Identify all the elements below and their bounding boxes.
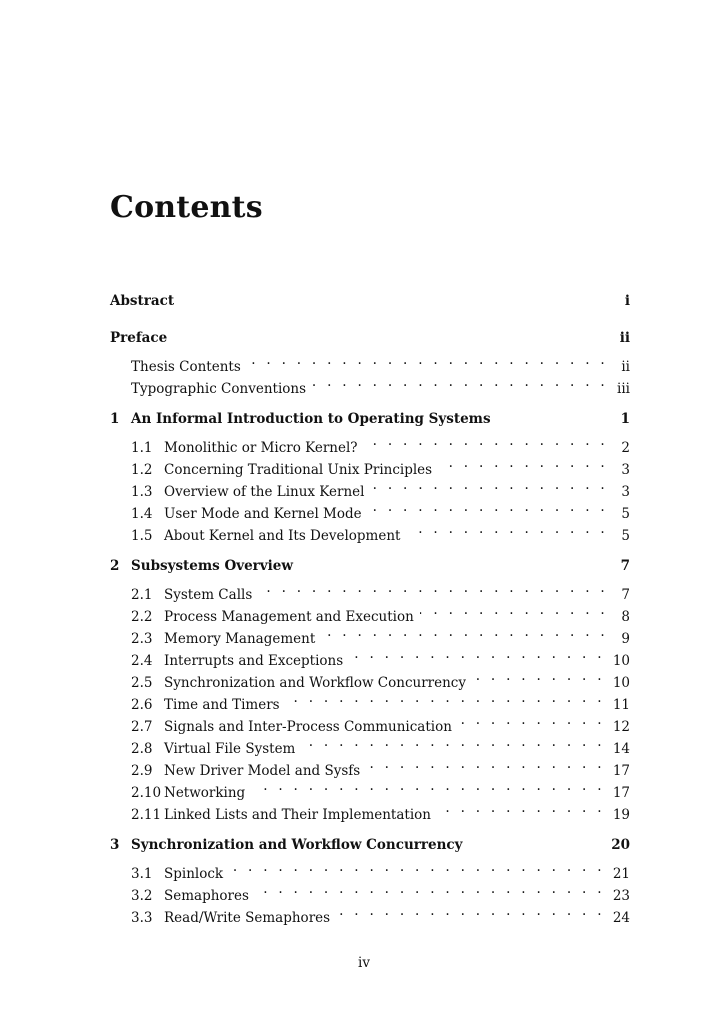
toc-entry-number: 2.6: [131, 697, 153, 713]
toc-entry-number: 2.2: [131, 609, 153, 625]
toc-entry-title: Spinlock: [164, 866, 224, 882]
dot-leader: [336, 900, 605, 922]
toc-entry-page: 17: [612, 763, 630, 779]
toc-entry-number: 3.2: [131, 888, 153, 904]
toc-section-entry[interactable]: [110, 753, 630, 779]
toc-entry-page: 1: [620, 411, 630, 427]
toc-entry-page: 5: [621, 506, 630, 522]
toc-entry-page: 7: [620, 558, 630, 574]
toc-entry-title: Overview of the Linux Kernel: [164, 484, 365, 500]
toc-section-entry[interactable]: [110, 900, 630, 926]
toc-entry-page: 11: [612, 697, 630, 713]
toc-section-entry[interactable]: [110, 643, 630, 669]
toc-entry-page: 10: [612, 653, 630, 669]
toc-chapter-entry[interactable]: [110, 555, 630, 577]
toc-entry-number: 2.3: [131, 631, 153, 647]
dot-leader: [368, 496, 608, 518]
toc-section-entry[interactable]: [110, 452, 630, 478]
toc-section-entry[interactable]: [110, 687, 630, 713]
toc-entry-number: 2.8: [131, 741, 153, 757]
page-title: Contents: [110, 190, 263, 225]
toc-section-entry[interactable]: [110, 430, 630, 456]
toc-entry-title: Signals and Inter-Process Communication: [164, 719, 452, 735]
toc-entry-number: 1.3: [131, 484, 153, 500]
toc-entry-page: 2: [621, 440, 630, 456]
dot-leader: [312, 371, 608, 393]
toc-entry-page: 7: [621, 587, 630, 603]
toc-section-entry[interactable]: [110, 599, 630, 625]
toc-entry-title: User Mode and Kernel Mode: [164, 506, 362, 522]
toc-entry-number: 1: [110, 411, 120, 427]
toc-entry-title: Read/Write Semaphores: [164, 910, 331, 926]
toc-section-entry[interactable]: [110, 775, 630, 801]
toc-entry-title: Typographic Conventions: [131, 381, 307, 397]
toc-section-entry[interactable]: [110, 856, 630, 882]
toc-entry-number: 1.5: [131, 528, 153, 544]
dot-leader: [406, 518, 608, 540]
toc-entry-page: 20: [611, 837, 630, 853]
dot-leader: [247, 349, 608, 371]
toc-entry-title: Synchronization and Workflow Concurrency: [131, 837, 463, 853]
toc-section-entry[interactable]: [110, 878, 630, 904]
toc-entry-title: Interrupts and Exceptions: [164, 653, 344, 669]
toc-section-entry[interactable]: [110, 621, 630, 647]
dot-leader: [258, 577, 608, 599]
toc-section-entry[interactable]: [110, 665, 630, 691]
toc-entry-number: 1.4: [131, 506, 153, 522]
dot-leader: [286, 687, 605, 709]
dot-leader: [420, 599, 608, 621]
toc-entry-page: 24: [612, 910, 630, 926]
toc-section-entry[interactable]: [110, 577, 630, 603]
dot-leader: [366, 753, 605, 775]
toc-entry-title: Virtual File System: [164, 741, 296, 757]
dot-leader: [458, 709, 605, 731]
toc-section-entry[interactable]: [110, 474, 630, 500]
toc-section-entry[interactable]: [110, 797, 630, 823]
toc-entry-number: 3: [110, 837, 120, 853]
toc-entry-number: 2.5: [131, 675, 153, 691]
toc-entry-number: 2.1: [131, 587, 153, 603]
toc-entry-page: ii: [619, 330, 630, 346]
toc-entry-title: Concerning Traditional Unix Principles: [164, 462, 433, 478]
toc-chapter-entry[interactable]: [110, 327, 630, 349]
dot-leader: [437, 797, 605, 819]
toc-entry-title: Preface: [110, 330, 168, 346]
toc-entry-title: Linked Lists and Their Implementation: [164, 807, 431, 823]
toc-entry-title: Subsystems Overview: [131, 558, 293, 574]
toc-entry-number: 1.1: [131, 440, 153, 456]
toc-entry-title: Thesis Contents: [131, 359, 241, 375]
toc-entry-page: 9: [621, 631, 630, 647]
dot-leader: [229, 856, 605, 878]
toc-entry-title: An Informal Introduction to Operating Systems: [131, 411, 491, 427]
toc-entry-page: 12: [612, 719, 630, 735]
dot-leader: [321, 621, 608, 643]
toc-entry-number: 2.7: [131, 719, 153, 735]
toc-entry-title: Process Management and Execution: [164, 609, 414, 625]
toc-entry-page: ii: [621, 359, 630, 375]
dot-leader: [255, 878, 605, 900]
toc-entry-title: New Driver Model and Sysfs: [164, 763, 361, 779]
toc-entry-page: 8: [621, 609, 630, 625]
dot-leader: [364, 430, 608, 452]
toc-section-entry[interactable]: [110, 709, 630, 735]
toc-entry-page: 5: [621, 528, 630, 544]
toc-entry-title: Time and Timers: [164, 697, 280, 713]
page-number-footer: iv: [358, 955, 370, 971]
toc-entry-number: 2.9: [131, 763, 153, 779]
toc-entry-number: 1.2: [131, 462, 153, 478]
dot-leader: [472, 665, 605, 687]
toc-entry-page: 3: [621, 462, 630, 478]
toc-entry-page: 3: [621, 484, 630, 500]
toc-entry-page: 21: [612, 866, 630, 882]
toc-entry-title: Abstract: [110, 293, 175, 309]
toc-entry-number: 2.10: [131, 785, 162, 801]
toc-entry-title: About Kernel and Its Development: [164, 528, 401, 544]
dot-leader: [349, 643, 605, 665]
dot-leader: [438, 452, 608, 474]
toc-entry-page: i: [624, 293, 630, 309]
toc-section-entry[interactable]: [110, 518, 630, 544]
toc-entry-number: 2.4: [131, 653, 153, 669]
table-of-contents: [110, 290, 630, 926]
toc-entry-title: System Calls: [164, 587, 253, 603]
toc-chapter-entry[interactable]: [110, 834, 630, 856]
toc-entry-number: 2: [110, 558, 120, 574]
toc-entry-title: Monolithic or Micro Kernel?: [164, 440, 358, 456]
toc-entry-page: 19: [612, 807, 630, 823]
toc-section-entry[interactable]: [110, 371, 630, 397]
toc-entry-title: Semaphores: [164, 888, 249, 904]
toc-entry-title: Synchronization and Workflow Concurrency: [164, 675, 466, 691]
dot-leader: [301, 731, 604, 753]
toc-section-entry[interactable]: [110, 731, 630, 757]
toc-entry-title: Networking: [164, 785, 246, 801]
toc-entry-page: 23: [612, 888, 630, 904]
toc-section-entry[interactable]: [110, 496, 630, 522]
toc-chapter-entry[interactable]: [110, 408, 630, 430]
dot-leader: [251, 775, 605, 797]
toc-entry-number: 3.3: [131, 910, 153, 926]
toc-chapter-entry[interactable]: [110, 290, 630, 312]
toc-entry-page: 17: [612, 785, 630, 801]
toc-entry-number: 2.11: [131, 807, 162, 823]
dot-leader: [370, 474, 608, 496]
toc-entry-page: iii: [617, 381, 630, 397]
toc-entry-number: 3.1: [131, 866, 153, 882]
toc-entry-title: Memory Management: [164, 631, 316, 647]
toc-entry-page: 14: [612, 741, 630, 757]
toc-entry-page: 10: [612, 675, 630, 691]
toc-section-entry[interactable]: [110, 349, 630, 375]
